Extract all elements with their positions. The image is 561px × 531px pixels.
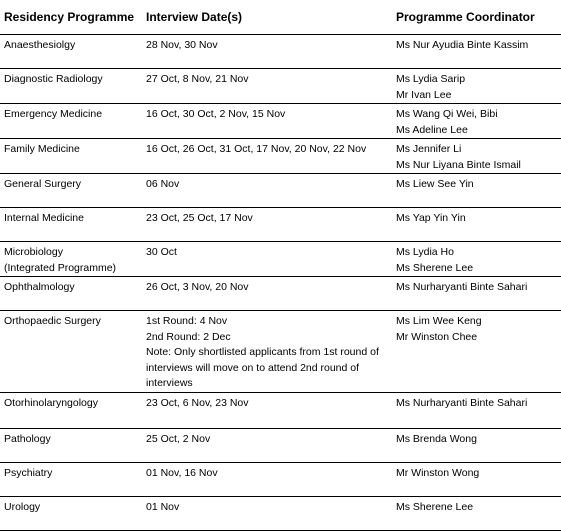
interview-dates-line: 26 Oct, 3 Nov, 20 Nov [146,281,249,293]
interview-dates-line: interviews will move on to attend 2nd round of [146,361,360,374]
table-row [0,104,561,139]
table-row [0,277,561,311]
programme-cell [0,311,142,393]
coordinator-line: Ms Lydia Ho [396,246,454,258]
programme-cell [0,208,142,242]
coordinator-line: Ms Nur Ayudia Binte Kassim [396,39,529,51]
interview-dates-line: 01 Nov, 16 Nov [146,466,218,479]
interview-dates-line: 16 Oct, 30 Oct, 2 Nov, 15 Nov [146,108,286,120]
programme-line: Internal Medicine [4,212,84,224]
coordinator-cell [392,104,561,139]
interview-dates-cell [142,35,392,69]
programme-cell [0,242,142,277]
programme-line: Diagnostic Radiology [4,73,103,85]
coordinator-cell [392,35,561,69]
table-body [0,35,561,531]
interview-dates-cell [142,462,392,496]
coordinator-line: Ms Nur Liyana Binte Ismail [396,158,521,171]
programme-line: General Surgery [4,178,82,190]
table-row [0,69,561,104]
coordinator-cell [392,69,561,104]
coordinator-line: Ms Jennifer Li [396,143,462,155]
programme-cell [0,496,142,530]
table-row [0,208,561,242]
table-row [0,139,561,174]
table-row [0,311,561,393]
interview-dates-line: 23 Oct, 25 Oct, 17 Nov [146,212,253,224]
coordinator-cell [392,277,561,311]
programme-line: (Integrated Programme) [4,261,117,274]
programme-line: Psychiatry [4,466,53,479]
interview-dates-line: Note: Only shortlisted applicants from 1st round of [146,346,379,358]
table-row [0,35,561,69]
interview-dates-line: 16 Oct, 26 Oct, 31 Oct, 17 Nov, 20 Nov, 22 Nov [146,143,367,155]
coordinator-cell [392,311,561,393]
interview-dates-cell [142,392,392,428]
interview-dates-line: 28 Nov, 30 Nov [146,39,218,51]
programme-line: Urology [4,500,41,513]
programme-cell [0,35,142,69]
interview-dates-line: 30 Oct [146,246,177,258]
table-row [0,242,561,277]
coordinator-line: Ms Wang Qi Wei, Bibi [396,108,498,120]
programme-cell [0,462,142,496]
programme-cell [0,392,142,428]
interview-dates-cell [142,277,392,311]
table-row [0,174,561,208]
coordinator-line: Mr Winston Chee [396,330,478,343]
coordinator-cell [392,242,561,277]
coordinator-cell [392,496,561,530]
coordinator-line: Ms Sherene Lee [396,500,474,513]
programme-line: Otorhinolaryngology [4,396,98,409]
interview-dates-line: 01 Nov [146,500,180,513]
interview-dates-cell [142,174,392,208]
coordinator-cell [392,428,561,462]
coordinator-line: Ms Brenda Wong [396,432,477,445]
programme-cell [0,69,142,104]
programme-cell [0,174,142,208]
interview-dates-line: interviews [146,377,193,389]
programme-line: Pathology [4,432,51,445]
coordinator-cell [392,392,561,428]
header-programme-coordinator: Programme Coordinator [392,0,561,35]
coordinator-cell [392,174,561,208]
coordinator-cell [392,462,561,496]
programme-line: Orthopaedic Surgery [4,315,101,327]
interview-dates-cell [142,428,392,462]
programme-line: Microbiology [4,246,63,258]
interview-dates-line: 25 Oct, 2 Nov [146,432,211,445]
interview-dates-cell [142,242,392,277]
table-row [0,462,561,496]
coordinator-line: Mr Ivan Lee [396,88,452,101]
interview-dates-line: 06 Nov [146,178,180,190]
programme-line: Anaesthesiolgy [4,39,76,51]
coordinator-line: Ms Nurharyanti Binte Sahari [396,281,528,293]
table-row [0,392,561,428]
interview-dates-cell [142,69,392,104]
programme-line: Ophthalmology [4,281,75,293]
interview-dates-cell [142,139,392,174]
coordinator-line: Ms Yap Yin Yin [396,212,466,224]
header-row [0,0,561,35]
coordinator-line: Mr Winston Wong [396,466,480,479]
coordinator-line: Ms Sherene Lee [396,261,474,274]
coordinator-line: Ms Adeline Lee [396,123,468,136]
coordinator-cell [392,208,561,242]
coordinator-line: Ms Lydia Sarip [396,73,466,85]
interview-dates-cell [142,496,392,530]
interview-dates-line: 2nd Round: 2 Dec [146,330,231,343]
header-residency-programme: Residency Programme [0,0,142,35]
coordinator-line: Ms Liew See Yin [396,178,474,190]
programme-cell [0,277,142,311]
programme-line: Emergency Medicine [4,108,103,120]
table-row [0,428,561,462]
coordinator-cell [392,139,561,174]
programme-cell [0,139,142,174]
interview-dates-line: 1st Round: 4 Nov [146,315,228,327]
interview-dates-line: 27 Oct, 8 Nov, 21 Nov [146,73,249,85]
interview-dates-line: 23 Oct, 6 Nov, 23 Nov [146,396,249,409]
programme-cell [0,104,142,139]
programme-line: Family Medicine [4,143,80,155]
interview-dates-cell [142,104,392,139]
interview-dates-cell [142,208,392,242]
interview-dates-cell [142,311,392,393]
header-interview-dates: Interview Date(s) [142,0,392,35]
programme-cell [0,428,142,462]
table-row [0,496,561,530]
coordinator-line: Ms Nurharyanti Binte Sahari [396,396,528,409]
coordinator-line: Ms Lim Wee Keng [396,315,482,327]
